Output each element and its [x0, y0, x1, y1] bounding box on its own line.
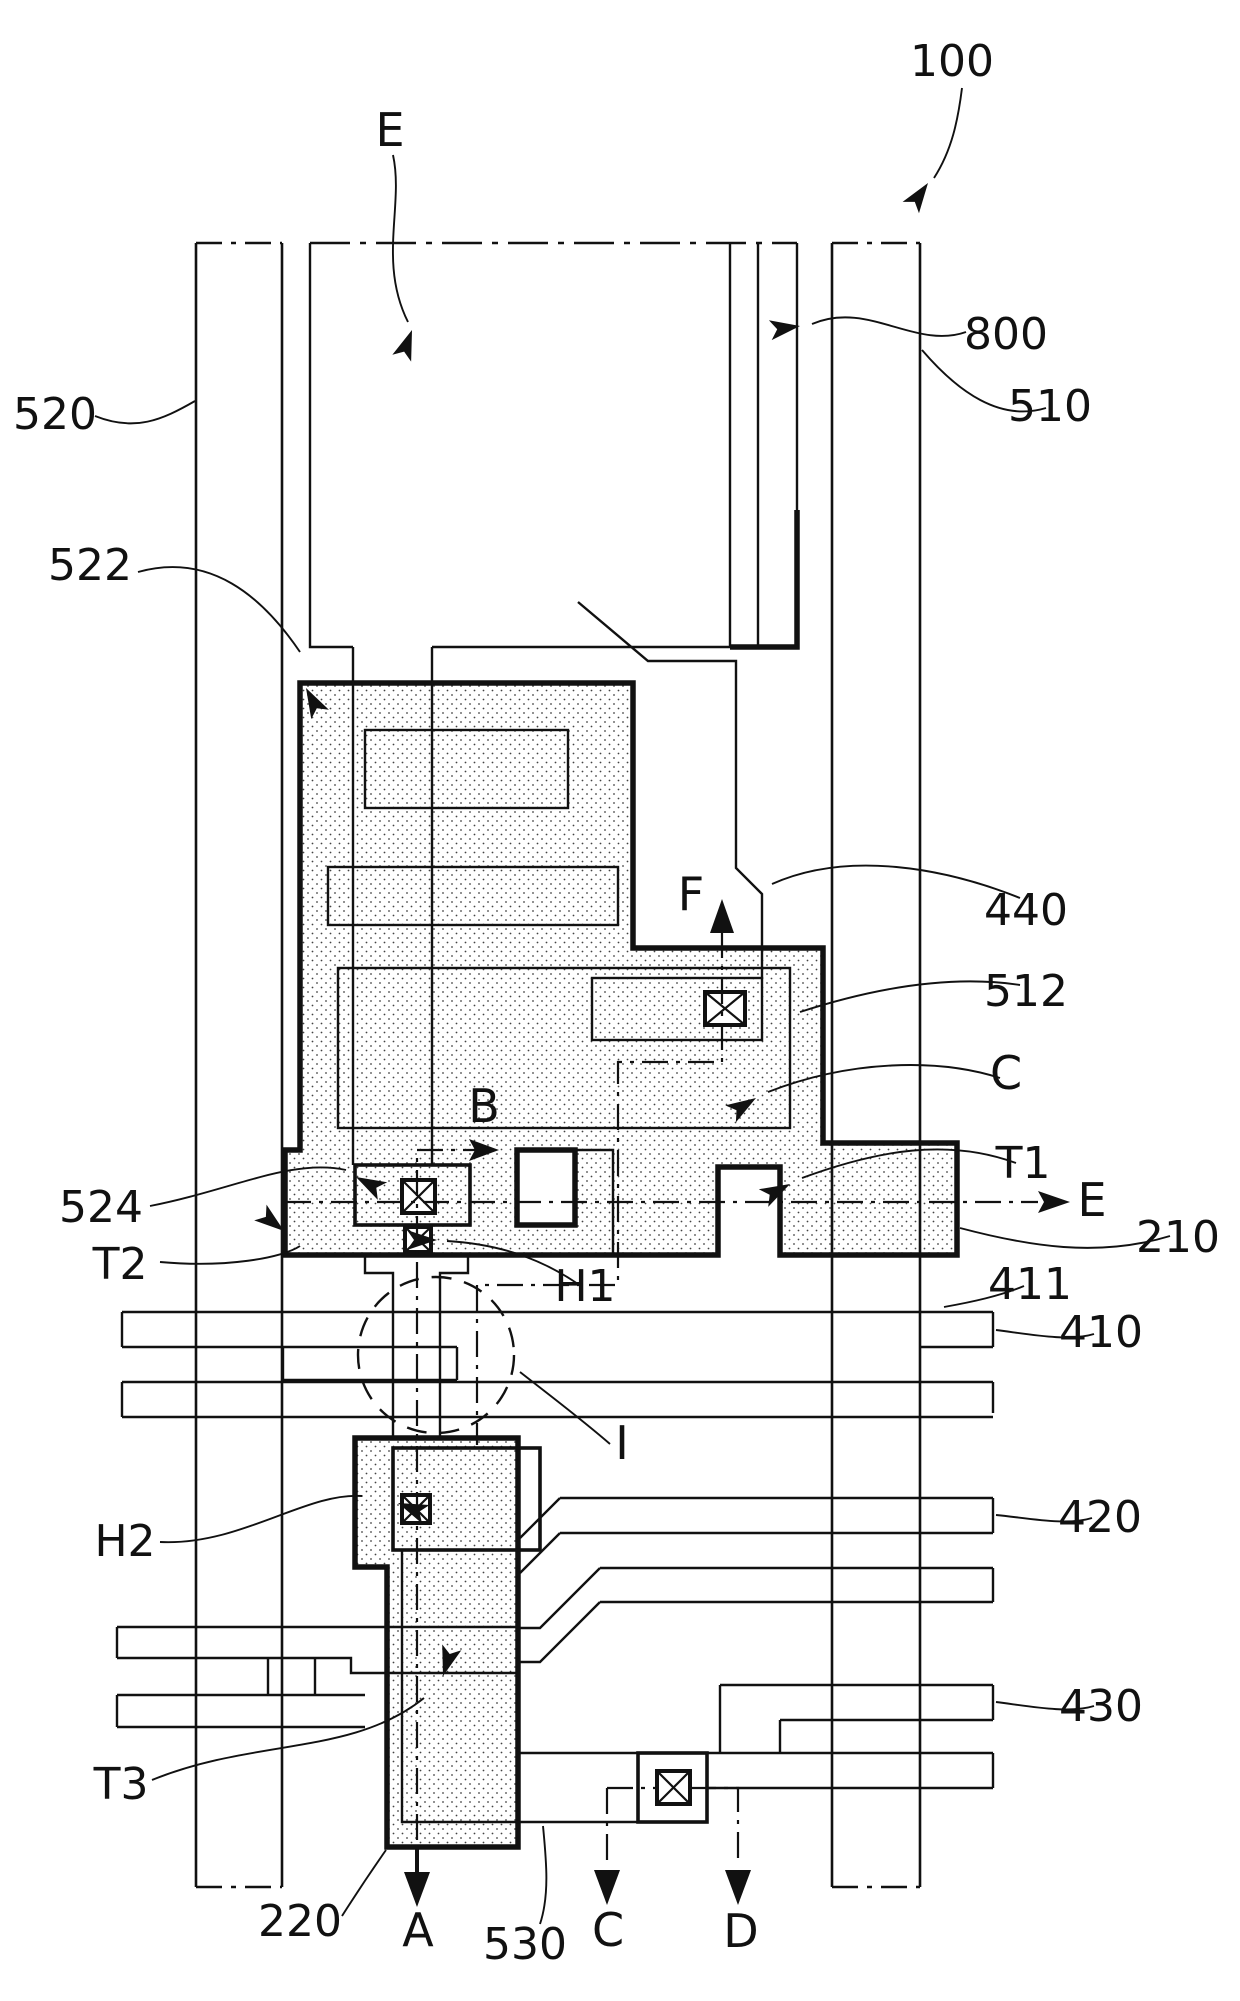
circle-I [358, 1277, 514, 1433]
label-410: 410 [1059, 1307, 1143, 1358]
label-530: 530 [483, 1919, 567, 1970]
label-430: 430 [1059, 1681, 1143, 1732]
label-D: D [723, 1904, 759, 1958]
label-420: 420 [1058, 1492, 1142, 1543]
label-C-bottom: C [591, 1903, 625, 1957]
contact-F-icon [705, 992, 745, 1025]
thick-overlaps [730, 510, 797, 647]
arrow-A [404, 1872, 430, 1907]
leader-530 [540, 1826, 546, 1924]
contact-530-icon [657, 1771, 690, 1804]
label-411: 411 [988, 1259, 1072, 1310]
gate-line-left-2 [117, 1658, 365, 1727]
label-B: B [468, 1079, 500, 1133]
lower-block-fill [355, 1438, 518, 1847]
label-T1: T1 [995, 1138, 1051, 1189]
label-F: F [677, 867, 705, 921]
gate-line-410 [122, 1312, 993, 1380]
label-220: 220 [258, 1896, 342, 1947]
arrow-C-bottom [594, 1870, 620, 1905]
section-C-line [607, 1788, 657, 1866]
arrow-A-stem [415, 1849, 419, 1873]
leader-T3 [152, 1698, 424, 1780]
label-H1: H1 [554, 1261, 616, 1312]
gate-line-420b [518, 1568, 993, 1662]
leader-440 [772, 866, 1020, 898]
line-800 [758, 243, 797, 647]
label-100: 100 [910, 36, 994, 87]
leader-E-top [393, 155, 408, 322]
leader-T2 [160, 1246, 300, 1264]
arrow-D-bottom [725, 1870, 751, 1905]
arrow-E-right [1038, 1191, 1070, 1213]
label-T3: T3 [93, 1759, 149, 1810]
bus-520 [196, 243, 282, 1887]
label-210: 210 [1136, 1212, 1220, 1263]
label-A: A [402, 1903, 434, 1957]
label-T2: T2 [92, 1239, 148, 1290]
t2-channel-notch [517, 1150, 575, 1225]
arrowhead-E-top [392, 327, 421, 362]
leader-520 [95, 401, 195, 423]
contact-524-icon [402, 1180, 435, 1213]
label-524: 524 [59, 1182, 143, 1233]
label-440: 440 [984, 885, 1068, 936]
label-512: 512 [984, 966, 1068, 1017]
arrow-F [710, 899, 734, 933]
leader-220 [342, 1850, 386, 1916]
label-510: 510 [1008, 381, 1092, 432]
label-E-top: E [375, 103, 405, 157]
gate-line-420a [520, 1498, 993, 1573]
cap-edge-right [730, 510, 797, 647]
arrowhead-100 [903, 177, 937, 213]
leader-800 [812, 317, 966, 336]
wire-530 [518, 1753, 993, 1788]
label-H2: H2 [94, 1516, 156, 1567]
bus-520-ends [196, 243, 282, 1887]
section-D-line [690, 1788, 738, 1866]
gate-line-411 [122, 1382, 993, 1417]
label-E-right: E [1077, 1173, 1107, 1227]
label-520: 520 [13, 389, 97, 440]
leader-100 [934, 88, 962, 178]
label-522: 522 [48, 540, 132, 591]
leader-H2 [160, 1496, 362, 1542]
gate-line-430 [720, 1685, 993, 1753]
label-800: 800 [964, 309, 1048, 360]
pixel-electrode-outline [310, 243, 730, 647]
label-I: I [615, 1416, 629, 1470]
label-C-mid: C [989, 1046, 1023, 1100]
leader-522 [138, 567, 300, 652]
